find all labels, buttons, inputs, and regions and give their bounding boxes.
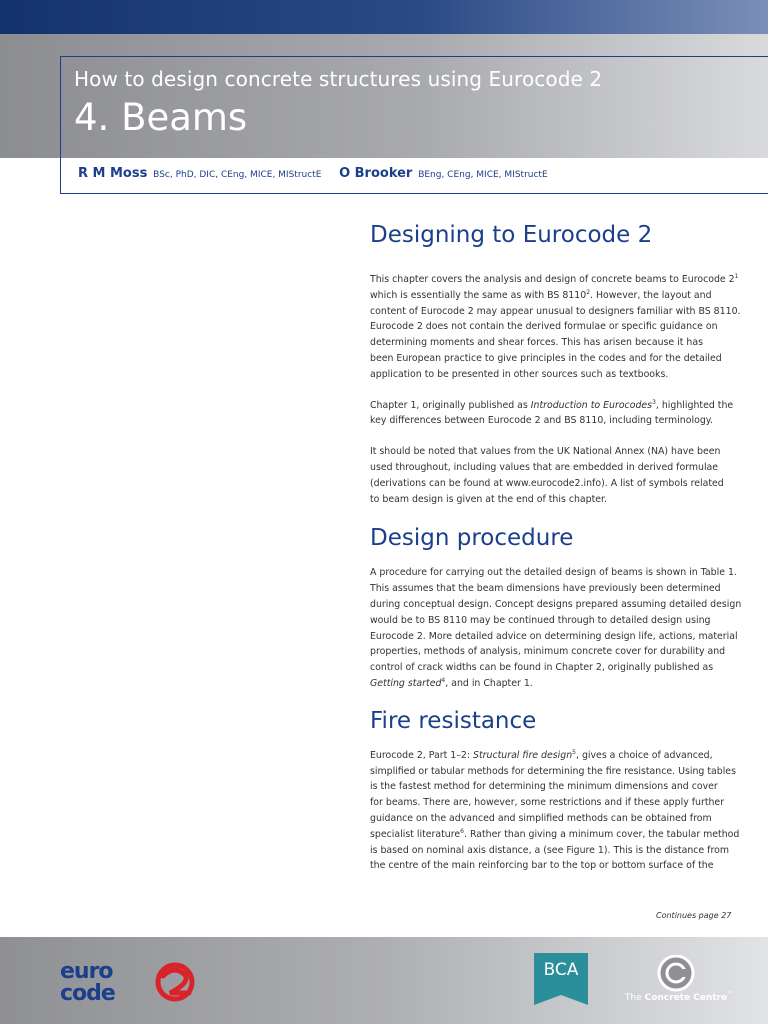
svg-text:BCA: BCA: [543, 960, 579, 980]
author-qualifications: BSc, PhD, DIC, CEng, MICE, MIStructE: [153, 170, 322, 180]
section-heading-fire: Fire resistance: [370, 707, 537, 734]
author-qualifications: BEng, CEng, MICE, MIStructE: [418, 170, 548, 180]
eurocode-logo: [58, 960, 208, 1005]
bca-logo: [534, 953, 588, 1005]
paragraph: It should be noted that values from the UK National Annex (NA) have been used throughout, including values that are embedded in derived formulae (derivations can be found at www.eurocode2.info). A list of symbols related to beam design is given at the end of this chapter.: [370, 446, 724, 505]
svg-text:euro: euro: [60, 960, 113, 984]
paragraph: A procedure for carrying out the detailed design of beams is shown in Table 1. This assumes that the beam dimensions have previously been determined during conceptual design. Concept designs prepared assuming detailed design would be to BS 8110 may be continued through to detailed design using Eurocode 2. More detailed advice on determining design life, actions, material properties, methods of analysis, minimum concrete cover for durability and control of crack widths can be found in Chapter 2, originally published as Getting started$^4$, and in Chapter 1.: [370, 567, 742, 689]
continues-note: Continues page 27: [656, 911, 732, 920]
section-heading-procedure: Design procedure: [370, 525, 574, 552]
concrete-centre-label: The Concrete Centre™: [625, 991, 734, 1003]
top-color-bar: [0, 0, 768, 34]
paragraph: Chapter 1, originally published as Introduction to Eurocodes$^3$, highlighted the key differences between Eurocode 2 and BS 8110, including terminology.: [370, 398, 734, 427]
section-heading-designing: Designing to Eurocode 2: [370, 222, 653, 248]
author-name: O Brooker: [339, 166, 413, 181]
authors-line: [78, 166, 548, 181]
svg-text:code: code: [60, 981, 115, 1005]
main-column: [370, 222, 742, 874]
chapter-title: 4. Beams: [74, 96, 248, 139]
author-name: R M Moss: [78, 166, 148, 181]
paragraph: Eurocode 2, Part 1–2: Structural fire design$^5$, gives a choice of advanced, simplified or tabular methods for determining the fire resistance. Using tables is the fastest method for determining the minimum dimensions and cover for beams. There are, however, some restrictions and if these apply further guidance on the advanced and simplified methods can be obtained from specialist literature$^6$. Rather than giving a minimum cover, the tabular method is based on nominal axis distance, a (see Figure 1). This is the distance from the centre of the main reinforcing bar to the top or bottom surface of the: [370, 748, 740, 872]
series-title: How to design concrete structures using Eurocode 2: [74, 67, 603, 91]
paragraph: This chapter covers the analysis and design of concrete beams to Eurocode $2^1$ which is essentially the same as with BS 8110$^2$. However, the layout and content of Eurocode 2 may appear unusual to designers familiar with BS 8110. Eurocode 2 does not contain the derived formulae or specific guidance on determining moments and shear forces. This has arisen because it has been European practice to give principles in the codes and for the detailed application to be presented in other sources such as textbooks.: [370, 272, 741, 380]
